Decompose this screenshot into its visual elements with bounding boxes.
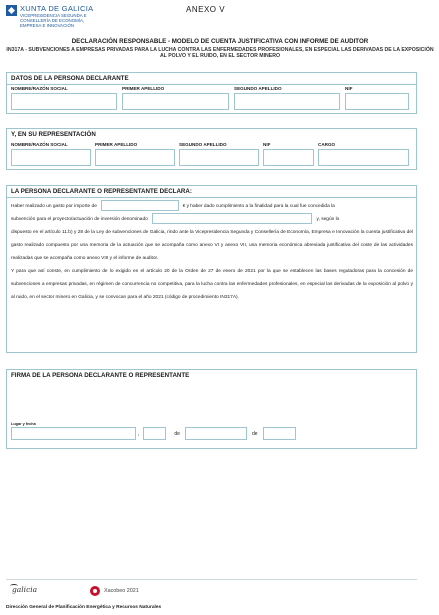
xacobeo-mark-icon xyxy=(90,586,100,596)
declarant-surname1-field[interactable] xyxy=(122,93,229,110)
declaration-amount-text-2: € y haber dado cumplimiento a la finalidad para la cual fue concedida la xyxy=(182,204,335,209)
declaration-project-text-2: y, según lo xyxy=(316,217,340,222)
declarant-heading: DATOS DE LA PERSONA DECLARANTE xyxy=(7,73,416,85)
xacobeo-logo-text: Xacobeo 2021 xyxy=(104,588,139,594)
representative-nif-field[interactable] xyxy=(263,149,314,166)
document-title: DECLARACIÓN RESPONSABLE - MODELO DE CUENTA JUSTIFICATIVA CON INFORME DE AUDITOR xyxy=(71,38,369,45)
declarant-nif-field[interactable] xyxy=(345,93,409,110)
declarant-surname2-label: SEGUNDO APELLIDO xyxy=(234,86,282,91)
representative-surname1-label: PRIMER APELLIDO xyxy=(95,142,138,147)
document-title-block xyxy=(6,38,434,60)
representative-section xyxy=(6,128,417,170)
representative-name-label: NOMBRE/RAZÓN SOCIAL xyxy=(11,142,68,147)
galicia-logo: galicia xyxy=(12,585,38,594)
representative-surname2-field[interactable] xyxy=(179,149,259,166)
place-date-separator-de-2: de xyxy=(251,430,258,437)
declarant-surname1-label: PRIMER APELLIDO xyxy=(122,86,165,91)
footer-logos xyxy=(6,579,417,601)
declaration-paragraph-1: dispuesto en el artículo 11.b) y 28 de la Ley de subvenciones de Galicia, rindo ante la Vicepresidencia Segunda y Consellería de Economía, Empresa e Innovación la cuenta justificativa del gasto realizado compuesto por una memoria de la actuación que se acompaña como anexo VI y anexo VII, una memoria económica abreviada justificativa del coste de las actividades realizadas que se acompaña como anexo VIII y el informe de auditor. xyxy=(11,230,413,261)
representative-surname2-label: SEGUNDO APELLIDO xyxy=(179,142,227,147)
place-field[interactable] xyxy=(11,427,136,440)
xacobeo-logo xyxy=(90,586,139,596)
declarant-name-field[interactable] xyxy=(11,93,117,110)
representative-nif-label: NIF xyxy=(263,142,271,147)
place-date-row xyxy=(11,427,296,440)
place-date-separator-comma: , xyxy=(138,430,140,437)
signature-heading: FIRMA DE LA PERSONA DECLARANTE O REPRESENTANTE xyxy=(11,372,190,379)
xunta-emblem-icon xyxy=(6,5,17,16)
declarant-nif-label: NIF xyxy=(345,86,353,91)
declaration-body xyxy=(11,200,413,304)
year-field[interactable] xyxy=(263,427,296,440)
day-field[interactable] xyxy=(143,427,166,440)
signature-section xyxy=(6,369,417,449)
document-subtitle: IN317A - SUBVENCIONES A EMPRESAS PRIVADAS PARA LA LUCHA CONTRA LAS ENFERMEDADES PROFESIONALES, EN ESPECIAL LAS DERIVADAS DE LA EXPOSICIÓN AL POLVO Y EL RUIDO, EN EL SECTOR MINERO xyxy=(6,47,434,60)
representative-cargo-field[interactable] xyxy=(318,149,409,166)
place-date-label: Lugar y fecha xyxy=(11,422,36,426)
declarant-name-label: NOMBRE/RAZÓN SOCIAL xyxy=(11,86,68,91)
annex-label: ANEXO V xyxy=(186,5,226,14)
xunta-logo-line1: VICEPRESIDENCIA SEGUNDA E xyxy=(20,13,87,18)
document-header xyxy=(6,4,436,36)
representative-cargo-label: CARGO xyxy=(318,142,336,147)
xunta-logo xyxy=(6,4,93,28)
xunta-logo-line2: CONSELLERÍA DE ECONOMÍA, xyxy=(20,18,85,23)
representative-name-field[interactable] xyxy=(11,149,91,166)
footer-department: Dirección General de Planificación Energética y Recursos Naturales xyxy=(6,605,162,610)
place-date-separator-de-1: de xyxy=(174,430,180,437)
declaration-paragraph-2: Y para que así conste, en cumplimiento de lo exigido en el artículo 20 de la Orden de 27 de enero de 2021 por la que se establecen las bases reguladoras para la concesión de subvenciones a empresas privadas, en régimen de concurrencia no competitiva, para la lucha contra las enfermedades profesionales, en especial las derivadas de la exposición al polvo y al ruido, en el sector minero en Galicia, y se convocan para el año 2021 (código de procedimiento IN317A). xyxy=(11,269,413,300)
representative-surname1-field[interactable] xyxy=(95,149,175,166)
xunta-logo-line3: EMPRESA E INNOVACIÓN xyxy=(20,23,75,28)
declaration-heading: LA PERSONA DECLARANTE O REPRESENTANTE DECLARA: xyxy=(7,186,416,198)
month-field[interactable] xyxy=(185,427,247,440)
project-name-field[interactable] xyxy=(152,213,312,224)
declarant-section xyxy=(6,72,417,114)
declaration-section xyxy=(6,185,417,353)
amount-field[interactable] xyxy=(101,200,179,211)
xunta-logo-name: XUNTA DE GALICIA xyxy=(20,4,94,13)
representative-heading: Y, EN SU REPRESENTACIÓN xyxy=(11,131,96,138)
declarant-surname2-field[interactable] xyxy=(234,93,340,110)
declaration-amount-text: Haber realizado un gasto por importe de xyxy=(11,204,97,209)
declaration-project-text: subvención para el proyecto/actuación de inversión denominado xyxy=(11,217,148,222)
